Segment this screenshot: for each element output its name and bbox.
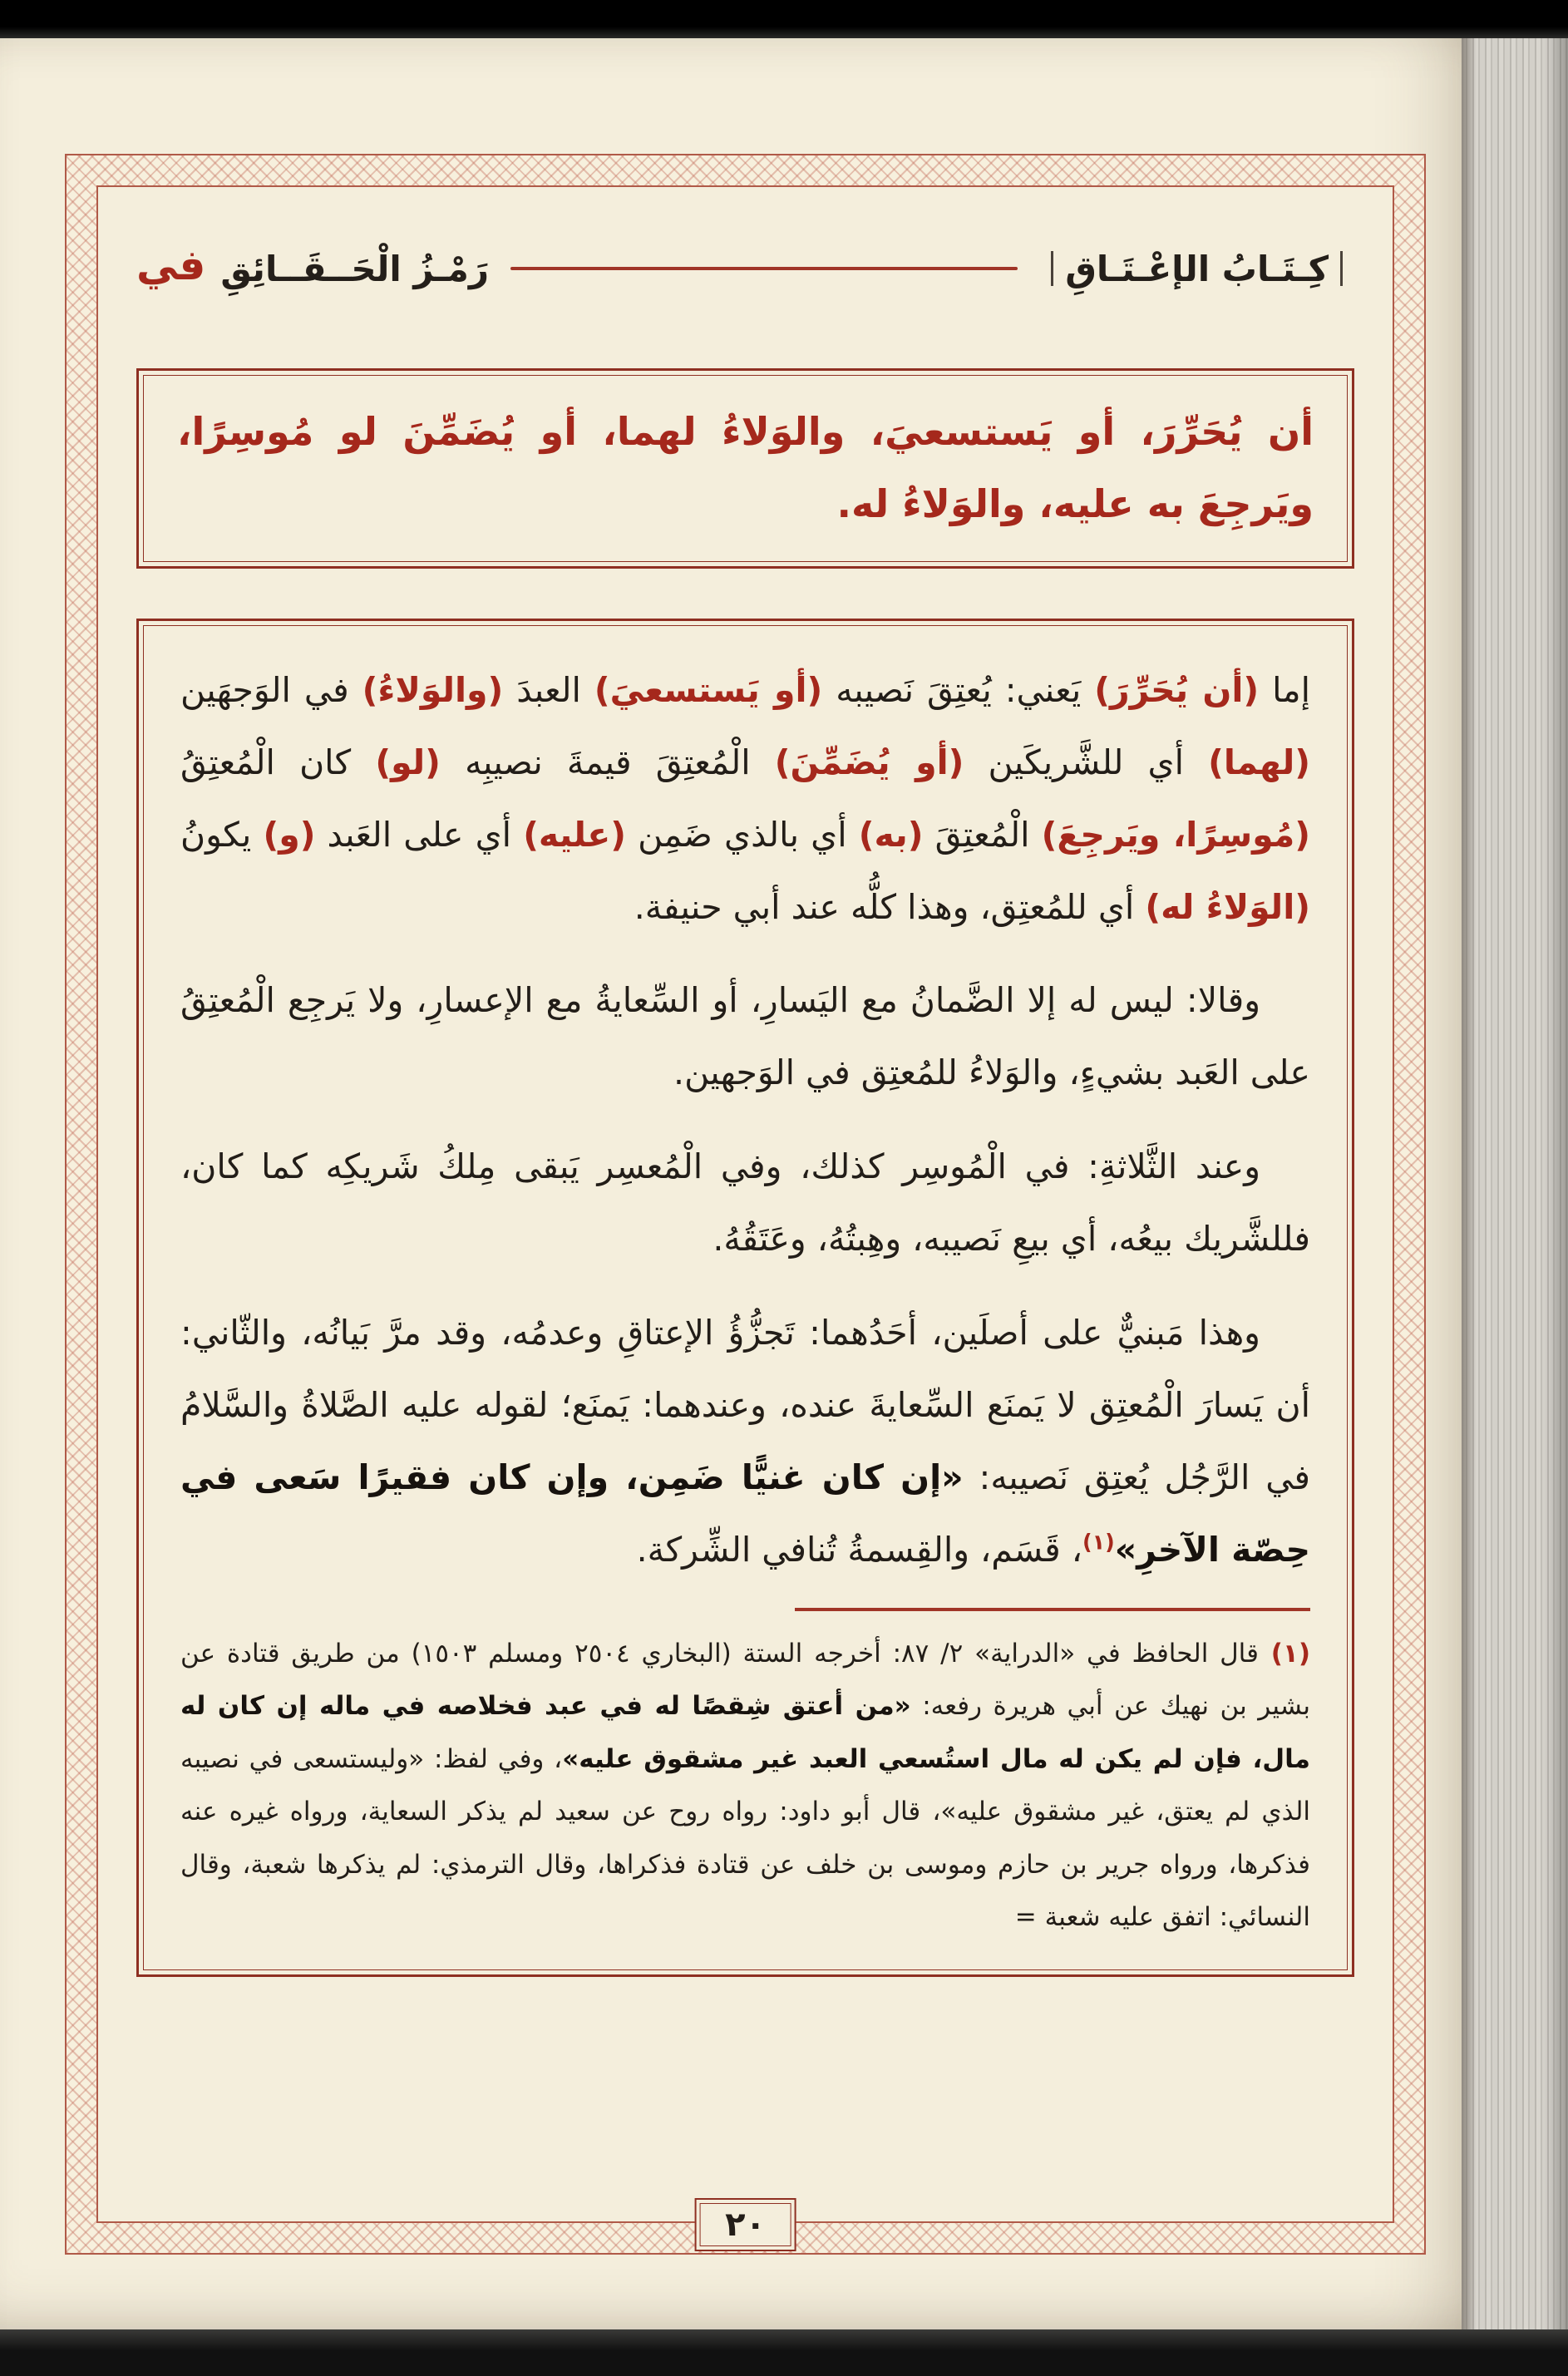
text-segment: (به) xyxy=(858,814,924,855)
text-segment: (١) xyxy=(1082,1529,1115,1555)
page-content-area xyxy=(96,185,1394,2223)
commentary-paragraphs xyxy=(180,654,1310,1586)
scan-edge-top xyxy=(0,0,1568,38)
header-rule xyxy=(510,267,1018,270)
page-number: ٢٠ xyxy=(699,2203,791,2246)
text-segment: وهذا مَبنيٌّ على أصلَين، أحَدُهما: تَجزُّؤُ الإعتاقِ وعدمُه، وقد مرَّ بَيانُه، والثّاني: أن يَسارَ الْمُعتِق لا يَمنَع السِّعايةَ عنده، وعندهما: يَمنَع؛ لقوله عليه الصَّلاةُ والسَّلامُ في الرَّجُل يُعتِق نَصيبه: xyxy=(180,1313,1310,1497)
text-segment: أي على العَبد xyxy=(315,814,524,855)
text-segment: كان الْمُعتِقُ xyxy=(180,742,376,782)
text-segment: «إن كان غنيًّا ضَمِن، وإن كان فقيرًا سَعى في حِصّة الآخرِ» xyxy=(180,1457,1310,1570)
text-segment: (مُوسِرًا، ويَرجِعَ) xyxy=(1041,814,1310,855)
ornamental-frame xyxy=(65,154,1426,2255)
commentary-box xyxy=(136,619,1354,1977)
page-number-box xyxy=(694,2198,796,2251)
fi-calligraphy-ornament: في xyxy=(136,241,206,289)
running-header xyxy=(136,234,1354,303)
text-segment: (والوَلاءُ) xyxy=(362,669,504,710)
text-segment: أي بالذي ضَمِن xyxy=(626,814,859,855)
text-segment: في الوَجهَين xyxy=(180,669,362,710)
text-segment: (عليه) xyxy=(523,814,627,855)
text-segment: (الوَلاءُ له) xyxy=(1145,886,1310,927)
matn-text: أن يُحَرِّرَ، أو يَستسعيَ، والوَلاءُ لهما، أو يُضَمِّنَ لو مُوسِرًا، ويَرجِعَ به عليه، والوَلاءُ له. xyxy=(177,409,1314,527)
text-segment: وقالا: ليس له إلا الضَّمانُ مع اليَسارِ، أو السِّعايةُ مع الإعسارِ، ولا يَرجِع الْمُعتِقُ على العَبد بشيءٍ، والوَلاءُ للمُعتِق في الوَجهين. xyxy=(180,980,1310,1093)
body-paragraph xyxy=(180,654,1310,944)
text-segment: قال الحافظ في «الدراية» ٢/ ٨٧: أخرجه الستة (البخاري ٢٥٠٤ ومسلم ١٥٠٣) من طريق قتادة عن بشير بن نهيك عن أبي هريرة رفعه: xyxy=(180,1638,1310,1722)
header-divider-bar xyxy=(1051,251,1053,286)
text-segment: (أو يُضَمِّنَ) xyxy=(774,742,964,782)
body-paragraph xyxy=(180,964,1310,1109)
text-segment: (أو يَستسعيَ) xyxy=(594,669,823,710)
text-segment: وعند الثَّلاثةِ: في الْمُوسِر كذلك، وفي الْمُعسِر يَبقى مِلكُ شَريكِه كما كان، فللشَّريك بيعُه، أي بيعِ نَصيبه، وهِبتُهُ، وعَتَقُهُ. xyxy=(180,1146,1310,1259)
matn-box xyxy=(136,368,1354,569)
text-segment: ، وفي لفظ: «وليستسعى في نصيبه الذي لم يعتق، غير مشقوق عليه»، قال أبو داود: رواه روح عن سعيد لم يذكر السعاية، ورواه غيره عنه فذكرها، ورواه جرير بن حازم وموسى بن خلف عن قتادة فذكراها، وقال الترمذي: لم يذكرها شعبة، وقال النسائي: اتفق عليه شعبة = xyxy=(180,1743,1310,1933)
footnote-text xyxy=(180,1628,1310,1945)
text-segment: الْمُعتِقَ قيمةَ نصيبِه xyxy=(440,742,775,782)
text-segment: (و) xyxy=(263,814,316,855)
text-segment: (لهما) xyxy=(1208,742,1310,782)
text-segment: يكونُ xyxy=(180,814,264,855)
commentary-box-inner xyxy=(143,625,1348,1970)
header-divider-bar xyxy=(1340,251,1343,286)
matn-box-inner xyxy=(143,375,1348,562)
text-segment: أي للشَّريكَين xyxy=(964,742,1209,782)
text-segment: «من أعتق شِقصًا له في عبد فخلاصه في ماله إن كان له مال، فإن لم يكن له مال استُسعي العبد غير مشقوق عليه» xyxy=(180,1691,1311,1774)
chapter-title: كِـتَـابُ الإعْـتَـاقِ xyxy=(1065,248,1329,289)
text-segment: (لو) xyxy=(375,742,441,782)
page-paper xyxy=(0,38,1462,2329)
text-segment: (أن يُحَرِّرَ) xyxy=(1094,669,1260,710)
text-segment: أي للمُعتِق، وهذا كلُّه عند أبي حنيفة. xyxy=(634,886,1146,927)
footnote-separator xyxy=(795,1608,1310,1611)
text-segment: إما xyxy=(1259,669,1310,710)
text-segment: الْمُعتِقَ xyxy=(923,814,1042,855)
body-paragraph xyxy=(180,1131,1310,1275)
text-segment: (١) xyxy=(1258,1638,1310,1669)
book-series-title: رَمْـزُ الْحَــقَــائِقِ xyxy=(220,248,490,289)
text-segment: ، قَسَم، والقِسمةُ تُنافي الشِّركة. xyxy=(636,1529,1083,1570)
text-segment: العبدَ xyxy=(503,669,594,710)
book-page-edges xyxy=(1462,38,1568,2329)
scan-edge-bottom xyxy=(0,2329,1568,2376)
body-paragraph xyxy=(180,1297,1310,1586)
text-segment: يَعني: يُعتِقَ نَصيبه xyxy=(822,669,1095,710)
